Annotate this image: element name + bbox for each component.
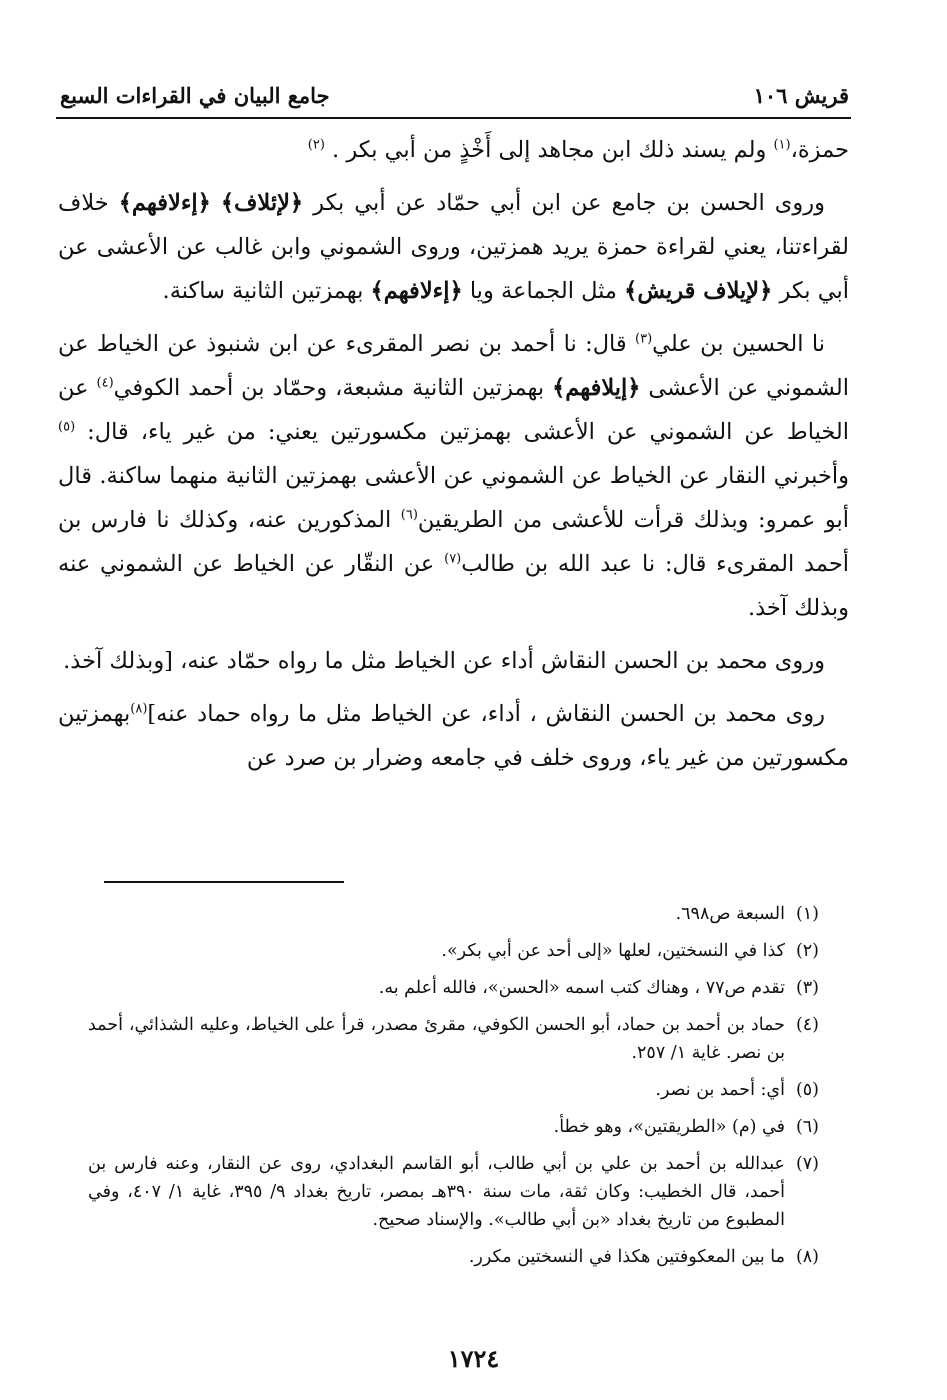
quran-quote: ﴿لإيلاف قريش﴾ — [624, 278, 773, 304]
text-run: وروى الحسن بن جامع عن ابن أبي حمّاد عن أبي بكر — [303, 190, 825, 216]
text-run: بهمزتين الثانية ساكنة. — [162, 278, 371, 304]
text-run: بهمزتين الثانية مشبعة، وحمّاد بن أحمد الكوفي — [113, 375, 553, 401]
footnote-number: (٣) — [795, 978, 819, 998]
header-divider — [56, 117, 851, 119]
footnote-item — [88, 1150, 819, 1234]
footnote-ref: (٨) — [130, 701, 148, 717]
footnote-item — [88, 1076, 819, 1104]
footnote-number: (١) — [795, 904, 819, 924]
footnote-item — [88, 937, 819, 965]
text-run: بهمزتين مكسورتين من غير ياء، وروى خلف في جامعه وضرار بن صرد عن — [58, 701, 849, 771]
footnote-item — [88, 900, 819, 928]
footnote-ref: (٧) — [444, 551, 462, 567]
footnote-text: حماد بن أحمد بن حماد، أبو الحسن الكوفي، مقرئ مصدر، قرأ على الخياط، وعليه الشذائي، أحمد بن نصر. غاية ١/ ٢٥٧. — [88, 1015, 785, 1063]
text-run: عن الخياط عن الشموني عن الأعشى بهمزتين مكسورتين يعني: من غير ياء، قال: — [58, 375, 849, 445]
footnote-number: (٧) — [795, 1154, 819, 1174]
running-header — [60, 76, 849, 114]
main-text — [58, 128, 849, 789]
header-book-title: جامع البيان في القراءات السبع — [60, 82, 330, 108]
paragraph-5 — [58, 692, 849, 780]
text-run: حمزة، — [790, 137, 849, 163]
footnote-item — [88, 974, 819, 1002]
footnote-text: كذا في النسختين، لعلها «إلى أحد عن أبي بكر». — [441, 941, 785, 961]
footnote-ref: (٤) — [96, 375, 114, 391]
footnote-text: تقدم ص٧٧ ، وهناك كتب اسمه «الحسن»، فالله أعلم به. — [378, 978, 785, 998]
footnote-text: أي: أحمد بن نصر. — [655, 1080, 785, 1100]
footnote-ref: (١) — [773, 137, 791, 153]
footnote-ref: (٦) — [400, 507, 418, 523]
header-surah-label: قريش ١٠٦ — [753, 82, 849, 108]
paragraph-3 — [58, 322, 849, 630]
text-run: ولم يسند ذلك ابن مجاهد إلى أَخْذٍ من أبي بكر . — [332, 137, 774, 163]
text-run: قال: نا أحمد بن نصر المقرىء عن ابن شنبوذ عن الخياط عن الشموني عن الأعشى — [58, 331, 849, 401]
text-run: خلاف لقراءتنا، يعني لقراءة حمزة يريد همزتين، وروى الشموني وابن غالب عن الأعشى عن أبي بكر — [58, 190, 849, 304]
footnotes — [88, 900, 819, 1280]
quran-quote: ﴿إيلافهم﴾ — [552, 375, 641, 401]
quran-quote: ﴿إءلافهم﴾ — [118, 190, 211, 216]
quran-quote: ﴿لإئلاف﴾ — [220, 190, 304, 216]
footnote-text: عبدالله بن أحمد بن علي بن أبي طالب، أبو القاسم البغدادي، روى عن النقار، وعنه فارس بن أحمد، قال الخطيب: وكان ثقة، مات سنة ٣٩٠هـ بمصر، تاريخ بغداد ٩/ ٣٩٥، غاية ١/ ٤٠٧، وفي المطبوع من تاريخ بغداد «بن أبي طالب». والإسناد صحيح. — [88, 1154, 785, 1230]
footnote-text: في (م) «الطريقتين»، وهو خطأ. — [553, 1117, 785, 1137]
footnote-ref: (٥) — [58, 419, 76, 435]
text-run: نا الحسين بن علي — [652, 331, 825, 357]
footnote-divider — [104, 881, 344, 883]
footnote-number: (٨) — [795, 1247, 819, 1267]
page-number: ١٧٢٤ — [447, 1344, 500, 1373]
footnote-number: (٢) — [795, 941, 819, 961]
text-run: المذكورين عنه، وكذلك نا فارس بن أحمد المقرىء قال: نا عبد الله بن طالب — [58, 507, 849, 577]
footnote-item — [88, 1113, 819, 1141]
paragraph-1 — [58, 128, 849, 172]
text-run: روى محمد بن الحسن النقاش ، أداء، عن الخياط مثل ما رواه حماد عنه] — [147, 701, 825, 727]
footnote-text: السبعة ص٦٩٨. — [675, 904, 785, 924]
footnote-item — [88, 1243, 819, 1271]
paragraph-4: وروى محمد بن الحسن النقاش أداء عن الخياط مثل ما رواه حمّاد عنه، [وبذلك آخذ. — [63, 648, 825, 674]
text-run: وأخبرني النقار عن الخياط عن الشموني عن الأعشى بهمزتين الثانية منهما ساكنة. قال أبو عمرو: وبذلك قرأت للأعشى من الطريقين — [58, 463, 849, 533]
footnote-ref: (٣) — [635, 331, 653, 347]
quran-quote: ﴿إءلافهم﴾ — [370, 278, 463, 304]
paragraph-2 — [58, 181, 849, 313]
footnote-number: (٤) — [795, 1015, 819, 1035]
text-run — [211, 190, 221, 216]
footnote-number: (٦) — [795, 1117, 819, 1137]
text-run: عن النقّار عن الخياط عن الشموني عنه وبذلك آخذ. — [58, 551, 849, 621]
footnote-text: ما بين المعكوفتين هكذا في النسختين مكرر. — [468, 1247, 785, 1267]
footnote-number: (٥) — [795, 1080, 819, 1100]
footnote-item — [88, 1011, 819, 1067]
text-run: مثل الجماعة ويا — [462, 278, 625, 304]
footnote-ref: (٢) — [307, 137, 325, 153]
